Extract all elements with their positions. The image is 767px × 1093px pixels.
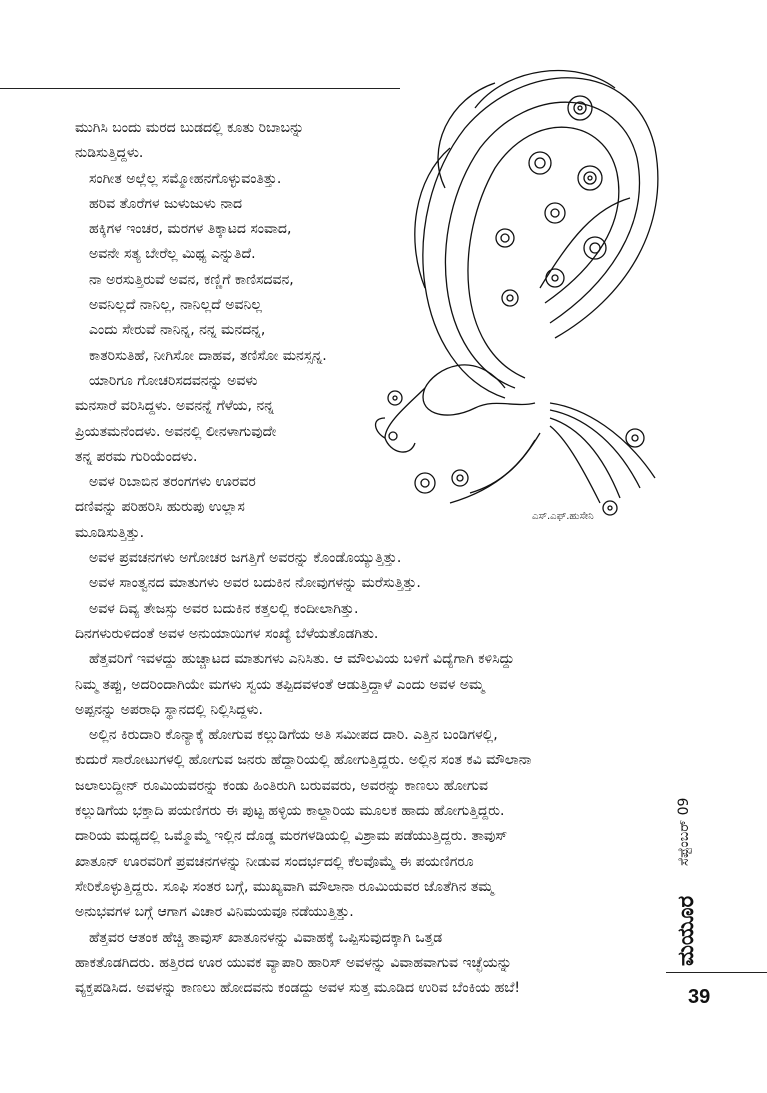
magazine-sidebar	[672, 780, 712, 970]
text-line: ದಣಿವನ್ನು ಪರಿಹರಿಸಿ ಹುರುಪು ಉಲ್ಲಾಸ	[75, 499, 245, 516]
text-line: ಮೂಡಿಸುತ್ತಿತ್ತು.	[75, 524, 145, 541]
text-line: ಹೆತ್ತವರ ಆತಂಕ ಹೆಚ್ಚಿ ತಾವುಸ್ ಖಾತೂನಳನ್ನು ವಿವಾಹಕ್ಕೆ ಒಪ್ಪಿಸುವುದಕ್ಕಾಗಿ ಒತ್ತಡ	[89, 929, 443, 946]
issue-date: ಸೆಪ್ಟೆಂಬರ್ 09	[676, 797, 692, 866]
text-line: ನಾ ಅರಸುತ್ತಿರುವೆ ಅವನ, ಕಣ್ಣಿಗೆ ಕಾಣಿಸದವನ,	[89, 271, 294, 288]
text-line: ಅವಳ ರಿಬಾಬಿನ ತರಂಗಗಳು ಊರವರ	[89, 474, 256, 491]
footer-rule	[666, 972, 767, 973]
text-line: ವ್ಯಕ್ತಪಡಿಸಿದ. ಅವಳನ್ನು ಕಾಣಲು ಹೋದವನು ಕಂಡದ್ದು ಅವಳ ಸುತ್ತ ಮೂಡಿದ ಉರಿವ ಬೆಂಕಿಯ ಹಬೆ!	[75, 980, 521, 997]
text-line: ಅವಳ ಸಾಂತ್ವನದ ಮಾತುಗಳು ಅವರ ಬದುಕಿನ ನೋವುಗಳನ್ನು ಮರೆಸುತ್ತಿತ್ತು.	[89, 575, 421, 592]
text-line: ಸಂಗೀತ ಅಲ್ಲೆಲ್ಲ ಸಮ್ಮೋಹನಗೊಳ್ಳುವಂತಿತ್ತು.	[89, 170, 282, 187]
page-number: 39	[688, 986, 711, 1008]
text-line: ಅವಳ ಪ್ರವಚನಗಳು ಅಗೋಚರ ಜಗತ್ತಿಗೆ ಅವರನ್ನು ಕೊಂಡೊಯ್ಯುತ್ತಿತ್ತು.	[89, 550, 402, 567]
magazine-title: ಮಯೂರ	[674, 895, 699, 966]
text-line: ಅವನಿಲ್ಲದೆ ನಾನಿಲ್ಲ, ನಾನಿಲ್ಲದೆ ಅವನಿಲ್ಲ	[89, 297, 262, 314]
text-line: ದಿನಗಳುರುಳಿದಂತೆ ಅವಳ ಅನುಯಾಯಿಗಳ ಸಂಖ್ಯೆ ಬೆಳೆಯತೊಡಗಿತು.	[75, 625, 379, 642]
text-line: ಸೇರಿಕೊಳ್ಳುತ್ತಿದ್ದರು. ಸೂಫಿ ಸಂತರ ಬಗ್ಗೆ, ಮುಖ್ಯವಾಗಿ ಮೌಲಾನಾ ರೂಮಿಯವರ ಜೊತೆಗಿನ ತಮ್ಮ	[75, 878, 494, 895]
text-line: ಜಲಾಲುದ್ದೀನ್ ರೂಮಿಯವರನ್ನು ಕಂಡು ಹಿಂತಿರುಗಿ ಬರುವವರು, ಅವರನ್ನು ಕಾಣಲು ಹೋಗುವ	[75, 777, 488, 794]
text-line: ಅನುಭವಗಳ ಬಗ್ಗೆ ಆಗಾಗ ವಿಚಾರ ವಿನಿಮಯವೂ ನಡೆಯುತ್ತಿತ್ತು.	[75, 904, 354, 921]
text-line: ಖಾತೂನ್ ಊರವರಿಗೆ ಪ್ರವಚನಗಳನ್ನು ನೀಡುವ ಸಂದರ್ಭದಲ್ಲಿ ಕೆಲವೊಮ್ಮೆ ಈ ಪಯಣಿಗರೂ	[75, 853, 474, 870]
text-line: ನುಡಿಸುತ್ತಿದ್ದಳು.	[75, 145, 144, 162]
text-line: ಅವನೇ ಸತ್ಯ ಬೇರೆಲ್ಲ ಮಿಥ್ಯ ಎನ್ನುತಿದೆ.	[89, 246, 256, 263]
top-rule	[0, 88, 400, 89]
text-line: ಪ್ರಿಯತಮನೆಂದಳು. ಅವನಲ್ಲಿ ಲೀನಳಾಗುವುದೇ	[75, 423, 277, 440]
illustration-credit: ಎಸ್.ಎಫ್.ಹುಸೇನಿ	[532, 511, 594, 522]
text-line: ದಾರಿಯ ಮಧ್ಯದಲ್ಲಿ ಒಮ್ಮೊಮ್ಮೆ ಇಲ್ಲಿನ ದೊಡ್ಡ ಮರಗಳಡಿಯಲ್ಲಿ ವಿಶ್ರಾಮ ಪಡೆಯುತ್ತಿದ್ದರು. ತಾವುಸ್	[75, 828, 508, 845]
text-line: ಅಪ್ಪನನ್ನು ಅಪರಾಧಿ ಸ್ಥಾನದಲ್ಲಿ ನಿಲ್ಲಿಸಿದ್ದಳು.	[75, 701, 263, 718]
article-body	[75, 116, 660, 1001]
text-line: ಅಲ್ಲಿನ ಕಿರುದಾರಿ ಕೊನ್ಯಾಕ್ಕೆ ಹೋಗುವ ಕಲ್ಲುಡಿಗೆಯ ಅತಿ ಸಮೀಪದ ದಾರಿ. ಎತ್ತಿನ ಬಂಡಿಗಳಲ್ಲಿ,	[89, 727, 498, 744]
text-line: ತನ್ನ ಪರಮ ಗುರಿಯೆಂದಳು.	[75, 448, 198, 465]
text-line: ಮನಸಾರೆ ವರಿಸಿದ್ದಳು. ಅವನನ್ನೆ ಗೆಳೆಯ, ನನ್ನ	[75, 398, 274, 415]
text-line: ನಿಮ್ಮ ತಪ್ಪು, ಅದರಿಂದಾಗಿಯೇ ಮಗಳು ಸ್ವಯ ತಪ್ಪಿದವಳಂತೆ ಆಡುತ್ತಿದ್ದಾಳೆ ಎಂದು ಅವಳ ಅಮ್ಮ	[75, 676, 485, 693]
text-line: ಹಕ್ಕಿಗಳ ಇಂಚರ, ಮರಗಳ ತಿಕ್ಕಾಟದ ಸಂವಾದ,	[89, 221, 292, 238]
text-line: ಕಾತರಿಸುತಿಹೆ, ನೀಗಿಸೋ ದಾಹವ, ತಣಿಸೋ ಮನಸ್ಸನ್ನ.	[89, 347, 327, 364]
text-line: ಕುದುರೆ ಸಾರೋಟುಗಳಲ್ಲಿ ಹೋಗುವ ಜನರು ಹೆದ್ದಾರಿಯಲ್ಲಿ ಹೋಗುತ್ತಿದ್ದರು. ಅಲ್ಲಿನ ಸಂತ ಕವಿ ಮೌಲಾನಾ	[75, 752, 532, 769]
text-line: ಎಂದು ಸೇರುವೆ ನಾನಿನ್ನ, ನನ್ನ ಮನದನ್ನ,	[89, 322, 266, 339]
text-line: ಮುಗಿಸಿ ಬಂದು ಮರದ ಬುಡದಲ್ಲಿ ಕೂತು ರಿಬಾಬನ್ನು	[75, 120, 305, 136]
text-line: ಹೆತ್ತವರಿಗೆ ಇವಳದ್ದು ಹುಚ್ಚಾಟದ ಮಾತುಗಳು ಎನಿಸಿತು. ಆ ಮೌಲವಿಯ ಬಳಿಗೆ ವಿದ್ಯೆಗಾಗಿ ಕಳಿಸಿದ್ದು	[89, 651, 515, 668]
text-line: ಯಾರಿಗೂ ಗೋಚರಿಸದವನನ್ನು ಅವಳು	[89, 372, 258, 389]
text-line: ಅವಳ ದಿವ್ಯ ತೇಜಸ್ಸು ಅವರ ಬದುಕಿನ ಕತ್ತಲಲ್ಲಿ ಕಂದೀಲಾಗಿತ್ತು.	[89, 600, 359, 617]
text-line: ಕಲ್ಲುಡಿಗೆಯ ಭಕ್ತಾದಿ ಪಯಣಿಗರು ಈ ಪುಟ್ಟ ಹಳ್ಳಿಯ ಕಾಲ್ದಾರಿಯ ಮೂಲಕ ಹಾದು ಹೋಗುತ್ತಿದ್ದರು.	[75, 803, 505, 820]
text-line: ಹಾಕತೊಡಗಿದರು. ಹತ್ತಿರದ ಊರ ಯುವಕ ವ್ಯಾಪಾರಿ ಹಾರಿಸ್ ಅವಳನ್ನು ವಿವಾಹವಾಗುವ ಇಚ್ಛೆಯನ್ನು	[75, 954, 512, 971]
text-line: ಹರಿವ ತೊರೆಗಳ ಜುಳುಜುಳು ನಾದ	[89, 195, 243, 212]
